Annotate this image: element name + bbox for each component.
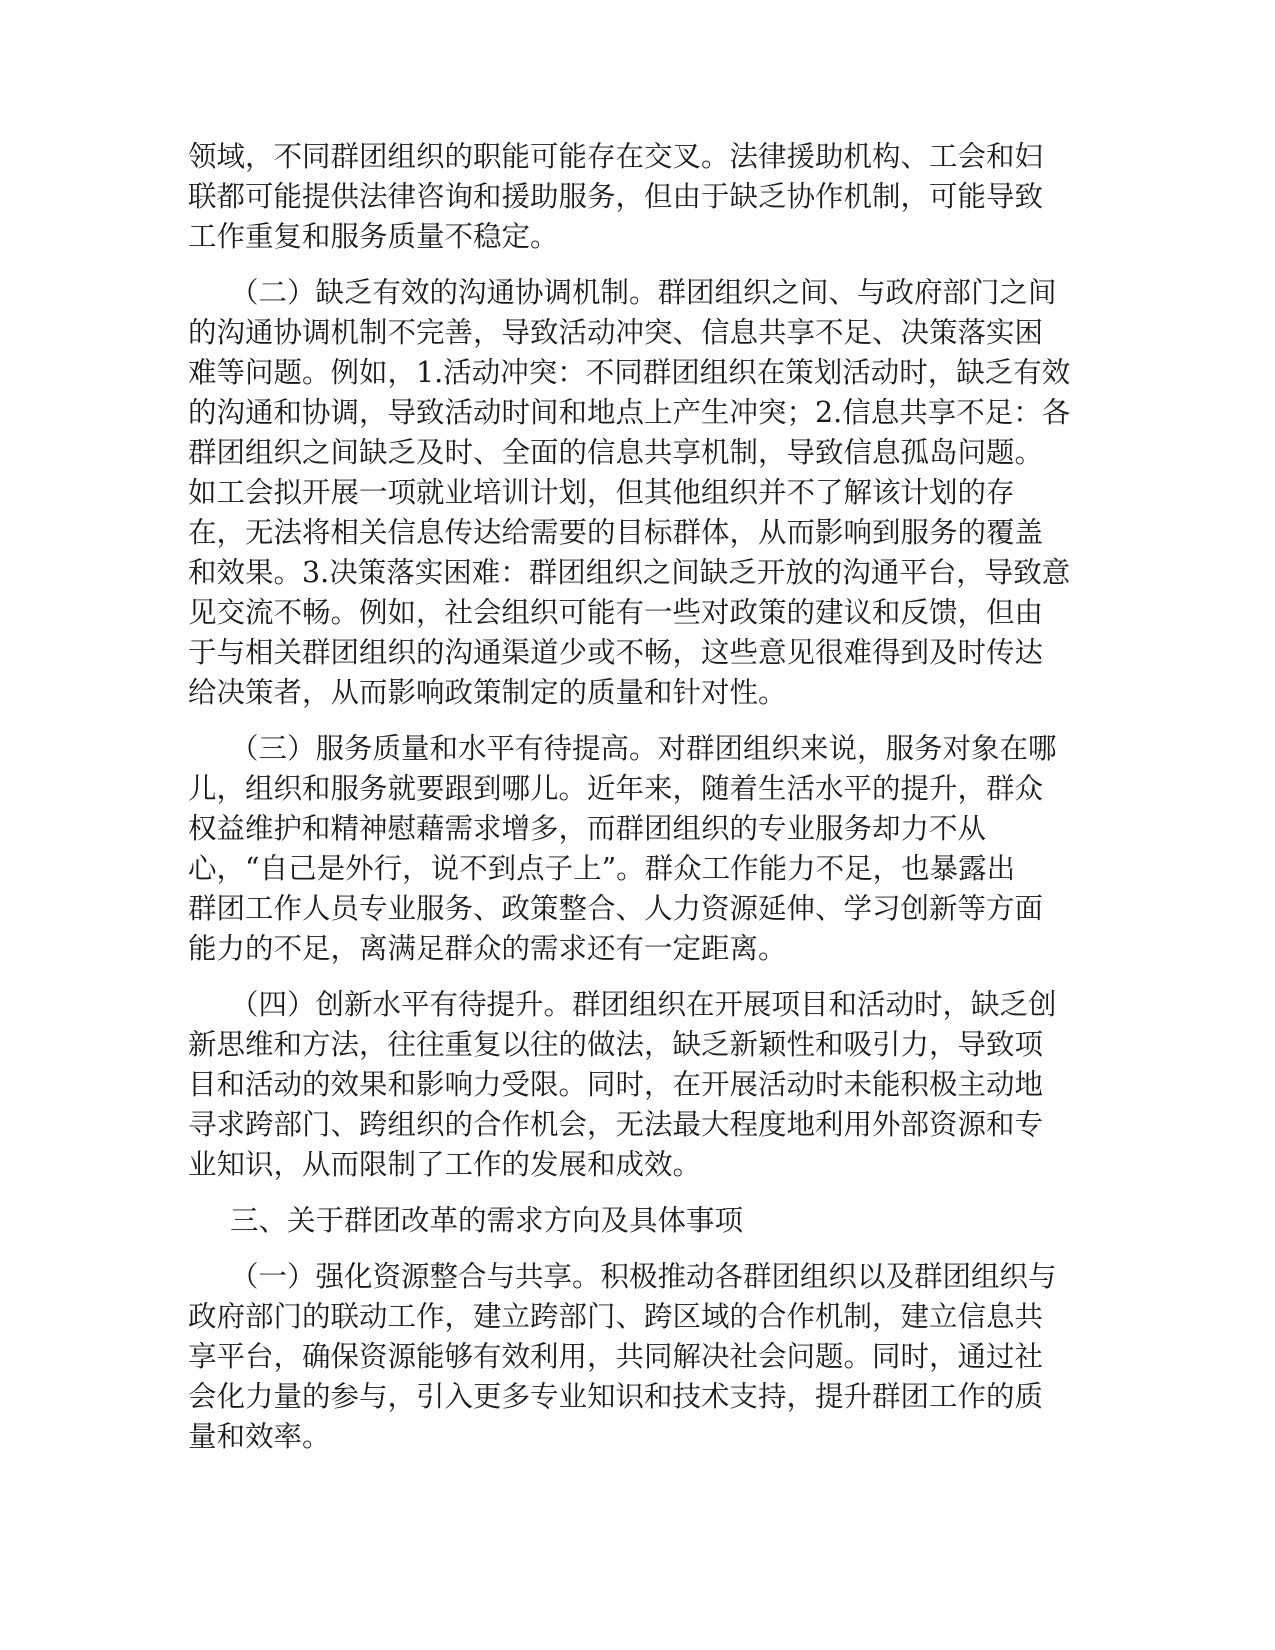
paragraph-resource-integration: （一）强化资源整合与共享。积极推动各群团组织以及群团组织与 政府部门的联动工作，建立跨部门、跨区域的合作机制，建立信息共 享平台，确保资源能够有效利用，共同解决社会问题。同时，通过社 会化力量的参与，引入更多专业知识和技术支持，提升群团工作的质 量和效率。: [188, 1260, 1057, 1453]
section-heading-reform-needs: 三、关于群团改革的需求方向及具体事项: [230, 1204, 744, 1237]
paragraph-service-quality: （三）服务质量和水平有待提高。对群团组织来说，服务对象在哪 儿，组织和服务就要跟到哪儿。近年来，随着生活水平的提升，群众 权益维护和精神慰藉需求增多，而群团组织的专业服务却力不从 心，“自己是外行，说不到点子上”。群众工作能力不足，也暴露出 群团工作人员专业服务、政策整合、人力资源延伸、学习创新等方面 能力的不足，离满足群众的需求还有一定距离。: [188, 732, 1057, 965]
paragraph-continuation: 领域，不同群团组织的职能可能存在交叉。法律援助机构、工会和妇 联都可能提供法律咨询和援助服务，但由于缺乏协作机制，可能导致 工作重复和服务质量不稳定。: [188, 140, 1044, 253]
paragraph-communication-mechanism: （二）缺乏有效的沟通协调机制。群团组织之间、与政府部门之间 的沟通协调机制不完善，导致活动冲突、信息共享不足、决策落实困 难等问题。例如，1.活动冲突：不同群团组织在策划活动时，缺乏有效 的沟通和协调，导致活动时间和地点上产生冲突；2.信息共享不足：各 群团组织之间缺乏及时、全面的信息共享机制，导致信息孤岛问题。 如工会拟开展一项就业培训计划，但其他组织并不了解该计划的存 在，无法将相关信息传达给需要的目标群体，从而影响到服务的覆盖 和效果。3.决策落实困难：群团组织之间缺乏开放的沟通平台，导致意 见交流不畅。例如，社会组织可能有一些对政策的建议和反馈，但由 于与相关群团组织的沟通渠道少或不畅，这些意见很难得到及时传达 给决策者，从而影响政策制定的质量和针对性。: [188, 276, 1071, 709]
paragraph-innovation: （四）创新水平有待提升。群团组织在开展项目和活动时，缺乏创 新思维和方法，往往重复以往的做法，缺乏新颖性和吸引力，导致项 目和活动的效果和影响力受限。同时，在开展活动时未能积极主动地 寻求跨部门、跨组织的合作机会，无法最大程度地利用外部资源和专 业知识，从而限制了工作的发展和成效。: [188, 988, 1057, 1181]
document-body: [188, 137, 1073, 1473]
